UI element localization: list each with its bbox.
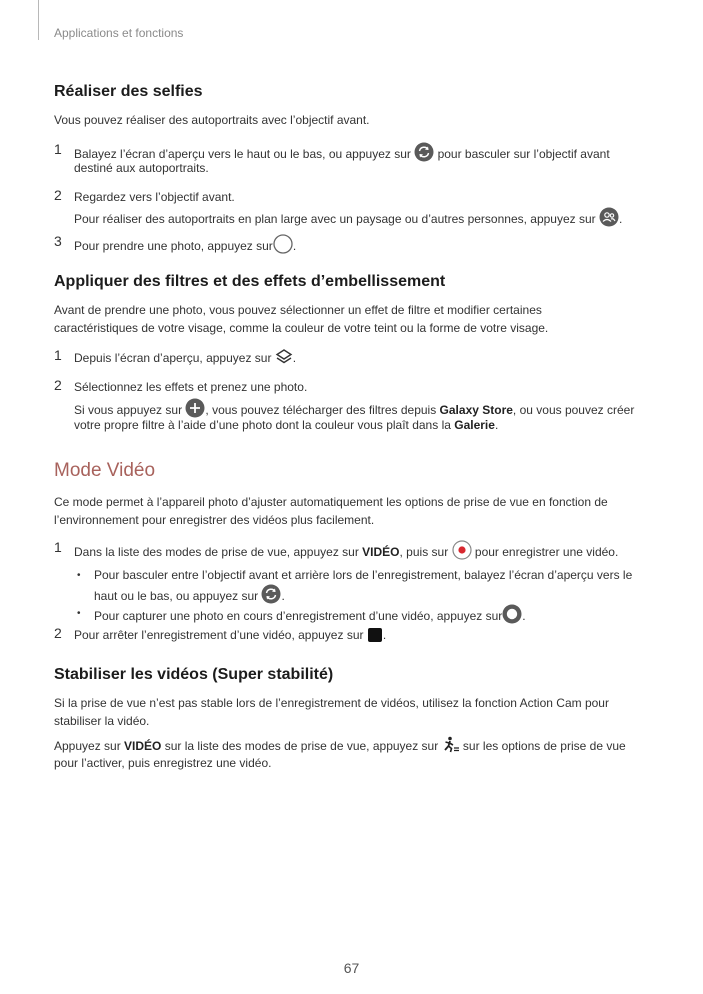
step-number: 3 <box>54 233 62 249</box>
step-number: 2 <box>54 377 62 393</box>
filters-intro-line1: Avant de prendre une photo, vous pouvez sélectionner un effet de filtre et modifier certaines <box>54 303 542 317</box>
stabilize-p2-line1: Appuyez sur VIDÉO sur la liste des modes de prise de vue, appuyez sur sur les options de prise de vue <box>54 736 626 759</box>
selfies-step2-line1: Regardez vers l’objectif avant. <box>74 190 235 204</box>
filters-step1-line1: Depuis l’écran d’aperçu, appuyez sur . <box>74 348 296 371</box>
video-intro-line1: Ce mode permet à l’appareil photo d’ajuster automatiquement les options de prise de vue en fonction de <box>54 495 608 509</box>
step-number: 2 <box>54 625 62 641</box>
filters-icon <box>275 348 293 371</box>
capture-icon <box>502 604 522 629</box>
selfies-intro: Vous pouvez réaliser des autoportraits avec l’objectif avant. <box>54 113 370 127</box>
stabilize-p1-line1: Si la prise de vue n’est pas stable lors de l’enregistrement de vidéos, utilisez la fonction Action Cam pour <box>54 696 609 710</box>
selfies-heading: Réaliser des selfies <box>54 83 203 100</box>
switch-camera-icon <box>414 142 434 167</box>
stabilize-p1-line2: stabiliser la vidéo. <box>54 714 150 728</box>
filters-heading: Appliquer des filtres et des effets d’embellissement <box>54 273 446 290</box>
video-bullet2: Pour capturer une photo en cours d’enregistrement d’une vidéo, appuyez sur . <box>94 604 526 629</box>
video-step1: Dans la liste des modes de prise de vue, appuyez sur VIDÉO, puis sur pour enregistrer une vidéo. <box>74 540 618 565</box>
step-number: 1 <box>54 347 62 363</box>
bullet: • <box>77 608 81 619</box>
filters-step2-line3: votre propre filtre à l’aide d’une photo dont la couleur vous plaît dans la Galerie. <box>74 418 499 432</box>
video-bullet1-line2: haut ou le bas, ou appuyez sur . <box>94 584 285 609</box>
video-intro-line2: l’environnement pour enregistrer des vidéos plus facilement. <box>54 513 375 527</box>
filters-step2-line1: Sélectionnez les effets et prenez une photo. <box>74 380 308 394</box>
video-heading: Mode Vidéo <box>54 460 156 481</box>
step-number: 1 <box>54 141 62 157</box>
super-steady-icon <box>442 736 460 759</box>
step-number: 1 <box>54 539 62 555</box>
stop-icon <box>367 627 383 648</box>
page-number: 67 <box>343 960 360 976</box>
stabilize-p2-line2: pour l’activer, puis enregistrez une vidéo. <box>54 756 272 770</box>
video-step2: Pour arrêter l’enregistrement d’une vidéo, appuyez sur . <box>74 626 386 648</box>
record-icon <box>452 540 472 565</box>
header-rule <box>38 0 39 40</box>
filters-step2-line2: Si vous appuyez sur , vous pouvez télécharger des filtres depuis Galaxy Store, ou vous pouvez créer <box>74 398 634 423</box>
section-header: Applications et fonctions <box>54 26 184 40</box>
selfies-step2-line2: Pour réaliser des autoportraits en plan large avec un paysage ou d’autres personnes, appuyez sur . <box>74 207 622 232</box>
selfies-step3-line1: Pour prendre une photo, appuyez sur . <box>74 234 296 259</box>
bullet: • <box>77 570 81 581</box>
shutter-icon <box>273 234 293 259</box>
filters-intro-line2: caractéristiques de votre visage, comme la couleur de votre teint ou la forme de votre visage. <box>54 321 549 335</box>
wide-selfie-icon <box>599 207 619 232</box>
step-number: 2 <box>54 187 62 203</box>
selfies-step1-line1: Balayez l’écran d’aperçu vers le haut ou le bas, ou appuyez sur pour basculer sur l’objectif avant <box>74 142 610 167</box>
video-bullet1-line1: Pour basculer entre l’objectif avant et arrière lors de l’enregistrement, balayez l’écran d’aperçu vers le <box>94 568 633 582</box>
selfies-step1-line2: destiné aux autoportraits. <box>74 161 209 175</box>
stabilize-heading: Stabiliser les vidéos (Super stabilité) <box>54 666 334 683</box>
